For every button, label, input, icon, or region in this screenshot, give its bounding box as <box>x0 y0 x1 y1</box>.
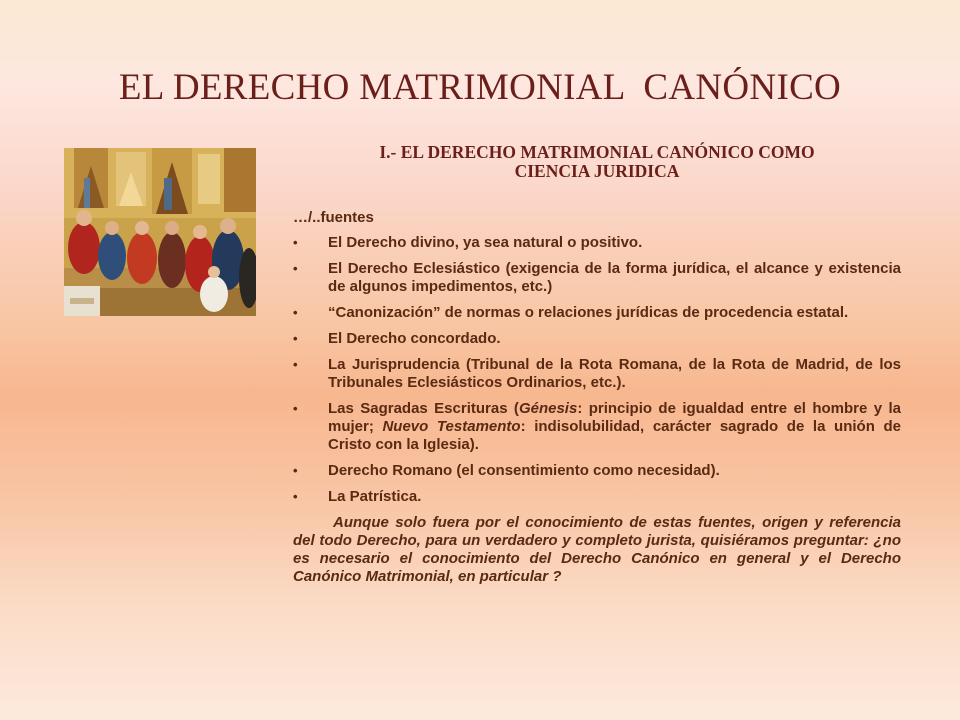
bullet-icon: • <box>293 261 298 276</box>
bullet-icon: • <box>293 401 298 416</box>
sources-list <box>293 234 901 506</box>
source-item-emphasis: Génesis <box>518 400 578 417</box>
bullet-icon: • <box>293 331 298 346</box>
source-item-text: : indisolubilidad, carácter sagrado de la unión de Cristo con la Iglesia). <box>328 418 902 453</box>
source-item-text: La Jurisprudencia (Tribunal de la Rota Romana, de la Rota de Madrid, de los Tribunales Eclesiásticos Ordinarios, etc.). <box>328 356 901 391</box>
source-item-text: “Canonización” de normas o relaciones jurídicas de procedencia estatal. <box>328 304 849 321</box>
sources-intro: …/..fuentes <box>293 209 374 226</box>
source-item-text: El Derecho divino, ya sea natural o positivo. <box>328 234 643 251</box>
source-item-text: Las Sagradas Escrituras ( <box>328 400 519 417</box>
source-item <box>293 400 901 454</box>
source-item <box>293 304 901 322</box>
source-item <box>293 330 901 348</box>
bullet-icon: • <box>293 463 298 478</box>
source-item-text: El Derecho concordado. <box>328 330 501 347</box>
bullet-icon: • <box>293 305 298 320</box>
religious-painting-image <box>64 148 256 316</box>
page-title: EL DERECHO MATRIMONIAL CANÓNICO <box>118 67 842 108</box>
source-item <box>293 260 901 296</box>
source-item <box>293 356 901 392</box>
bullet-icon: • <box>293 235 298 250</box>
source-item-text: : principio de igualdad entre el hombre y la mujer; <box>328 400 901 435</box>
source-item-emphasis: Nuevo Testamento <box>382 418 521 435</box>
source-item <box>293 462 901 480</box>
closing-paragraph: Aunque solo fuera por el conocimiento de estas fuentes, origen y referencia del todo Derecho, para un verdadero y completo jurista, quisiéramos preguntar: ¿no es necesario el conocimiento del Derecho Canónico en general y el Derecho Canónico Matrimonial, en particular ? <box>293 514 901 585</box>
bullet-icon: • <box>293 489 298 504</box>
source-item-text: Derecho Romano (el consentimiento como necesidad). <box>328 462 720 479</box>
source-item <box>293 488 901 506</box>
section-subtitle: I.- EL DERECHO MATRIMONIAL CANÓNICO COMO CIENCIA JURIDICA <box>379 142 815 181</box>
slide-content <box>293 143 901 586</box>
source-item-text: La Patrística. <box>328 488 422 505</box>
source-item-text: El Derecho Eclesiástico (exigencia de la forma jurídica, el alcance y existencia de algunos impedimentos, etc.) <box>328 260 901 295</box>
bullet-icon: • <box>293 357 298 372</box>
source-item <box>293 234 901 252</box>
